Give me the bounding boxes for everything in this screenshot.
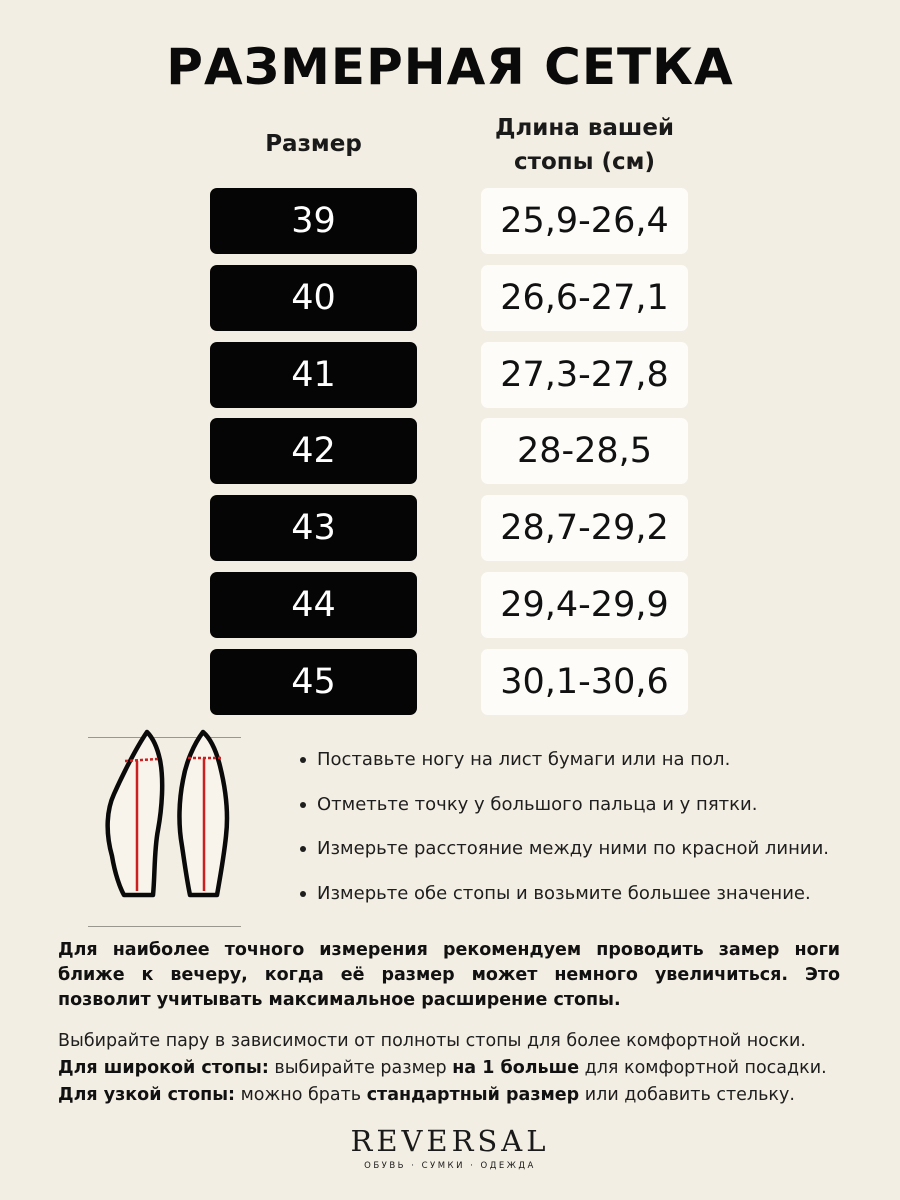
length-cell: 28,7-29,2 bbox=[481, 495, 688, 561]
size-cell: 45 bbox=[210, 649, 417, 715]
fit-advice bbox=[58, 1028, 858, 1109]
size-cell: 41 bbox=[210, 342, 417, 408]
instruction-item: Измерьте обе стопы и возьмите большее значение. bbox=[298, 876, 829, 921]
size-cell: 42 bbox=[210, 418, 417, 484]
measure-instructions bbox=[298, 742, 829, 920]
length-header-line-2: стопы (см) bbox=[514, 149, 655, 175]
advice-narrow: Для узкой стопы: можно брать стандартный размер или добавить стельку. bbox=[58, 1085, 795, 1105]
instruction-item: Отметьте точку у большого пальца и у пятки. bbox=[298, 787, 829, 832]
brand-tagline: ОБУВЬ · СУМКИ · ОДЕЖДА bbox=[364, 1161, 536, 1171]
bottom-guide-line bbox=[88, 926, 241, 927]
length-cell: 28-28,5 bbox=[481, 418, 688, 484]
instruction-item: Измерьте расстояние между ними по красной линии. bbox=[298, 831, 829, 876]
length-cell: 26,6-27,1 bbox=[481, 265, 688, 331]
size-cell: 39 bbox=[210, 188, 417, 254]
size-column-header: Размер bbox=[265, 131, 362, 157]
length-cell: 30,1-30,6 bbox=[481, 649, 688, 715]
advice-intro: Выбирайте пару в зависимости от полноты стопы для более комфортной носки. bbox=[58, 1031, 806, 1051]
bullet-icon bbox=[300, 757, 306, 763]
page-title: РАЗМЕРНАЯ СЕТКА bbox=[166, 38, 734, 96]
measurement-note: Для наиболее точного измерения рекомендуем проводить замер ноги ближе к вечеру, когда её размер может немного увеличиться. Это позволит учитывать максимальное расширение стопы. bbox=[58, 940, 840, 1010]
advice-wide: Для широкой стопы: выбирайте размер на 1 больше для комфортной посадки. bbox=[58, 1058, 827, 1078]
bullet-icon bbox=[300, 846, 306, 852]
bullet-icon bbox=[300, 891, 306, 897]
length-header-line-1: Длина вашей bbox=[494, 115, 675, 141]
bullet-icon bbox=[300, 802, 306, 808]
instruction-item: Поставьте ногу на лист бумаги или на пол. bbox=[298, 742, 829, 787]
length-cell: 29,4-29,9 bbox=[481, 572, 688, 638]
brand-logo: REVERSAL bbox=[350, 1124, 550, 1158]
length-cell: 25,9-26,4 bbox=[481, 188, 688, 254]
length-cell: 27,3-27,8 bbox=[481, 342, 688, 408]
size-cell: 43 bbox=[210, 495, 417, 561]
size-cell: 40 bbox=[210, 265, 417, 331]
length-column-header bbox=[481, 111, 688, 179]
size-cell: 44 bbox=[210, 572, 417, 638]
footprint-measure-icon bbox=[100, 728, 240, 903]
